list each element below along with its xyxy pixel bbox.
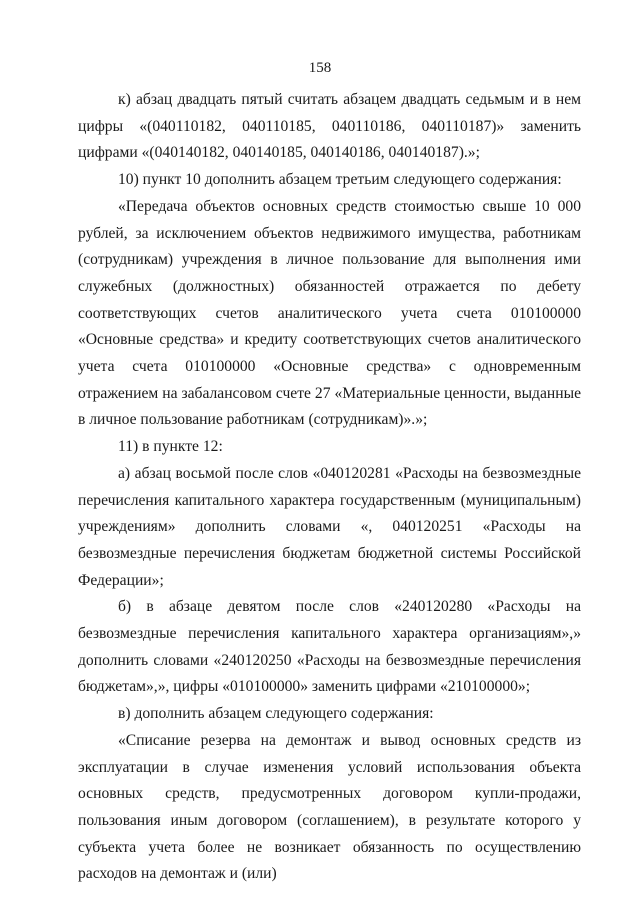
- paragraph-subitem-v: в) дополнить абзацем следующего содержания:: [118, 705, 434, 723]
- paragraph-quote-asset-transfer: «Передача объектов основных средств стоимостью свыше 10 000 рублей, за исключением объектов недвижимого имущества, работникам (сотрудникам) учреждения в личное пользование для выполнения ими служебных (должностных) обязанностей отражается по дебету соответствующих счетов аналитического учета счета 010100000 «Основные средства» и кредиту соответствующих счетов аналитического учета счета 010100000 «Основные средства» с одновременным отражением на забалансовом счете 27 «Материальные ценности, выданные в личное пользование работникам (сотрудникам)».»;: [78, 197, 581, 429]
- paragraph-point-11: 11) в пункте 12:: [118, 438, 223, 456]
- paragraph-point-10: 10) пункт 10 дополнить абзацем третьим следующего содержания:: [118, 171, 562, 189]
- paragraph-quote-reserve-writeoff: «Списание резерва на демонтаж и вывод основных средств из эксплуатации в случае изменения условий использования объекта основных средств, предусмотренных договором купли-продажи, пользования иным договором (соглашением), в результате которого у субъекта учета более не возникает обязанность по осуществлению расходов на демонтаж и (или): [78, 731, 581, 883]
- paragraph-item-k: к) абзац двадцать пятый считать абзацем двадцать седьмым и в нем цифры «(040110182, 040110185, 040110186, 040110187)» заменить цифрами «(040140182, 040140185, 040140186, 040140187).»;: [78, 91, 581, 162]
- document-body: [78, 87, 581, 888]
- paragraph-subitem-b: б) в абзаце девятом после слов «240120280 «Расходы на безвозмездные перечисления капитального характера организациям»,» дополнить словами «240120250 «Расходы на безвозмездные перечисления бюджетам»,», цифры «010100000» заменить цифрами «210100000»;: [78, 598, 581, 696]
- page-number: 158: [308, 60, 332, 76]
- paragraph-subitem-a: а) абзац восьмой после слов «040120281 «Расходы на безвозмездные перечисления капитального характера государственным (муниципальным) учреждениям» дополнить словами «, 040120251 «Расходы на безвозмездные перечисления бюджетам бюджетной системы Российской Федерации»;: [78, 464, 581, 589]
